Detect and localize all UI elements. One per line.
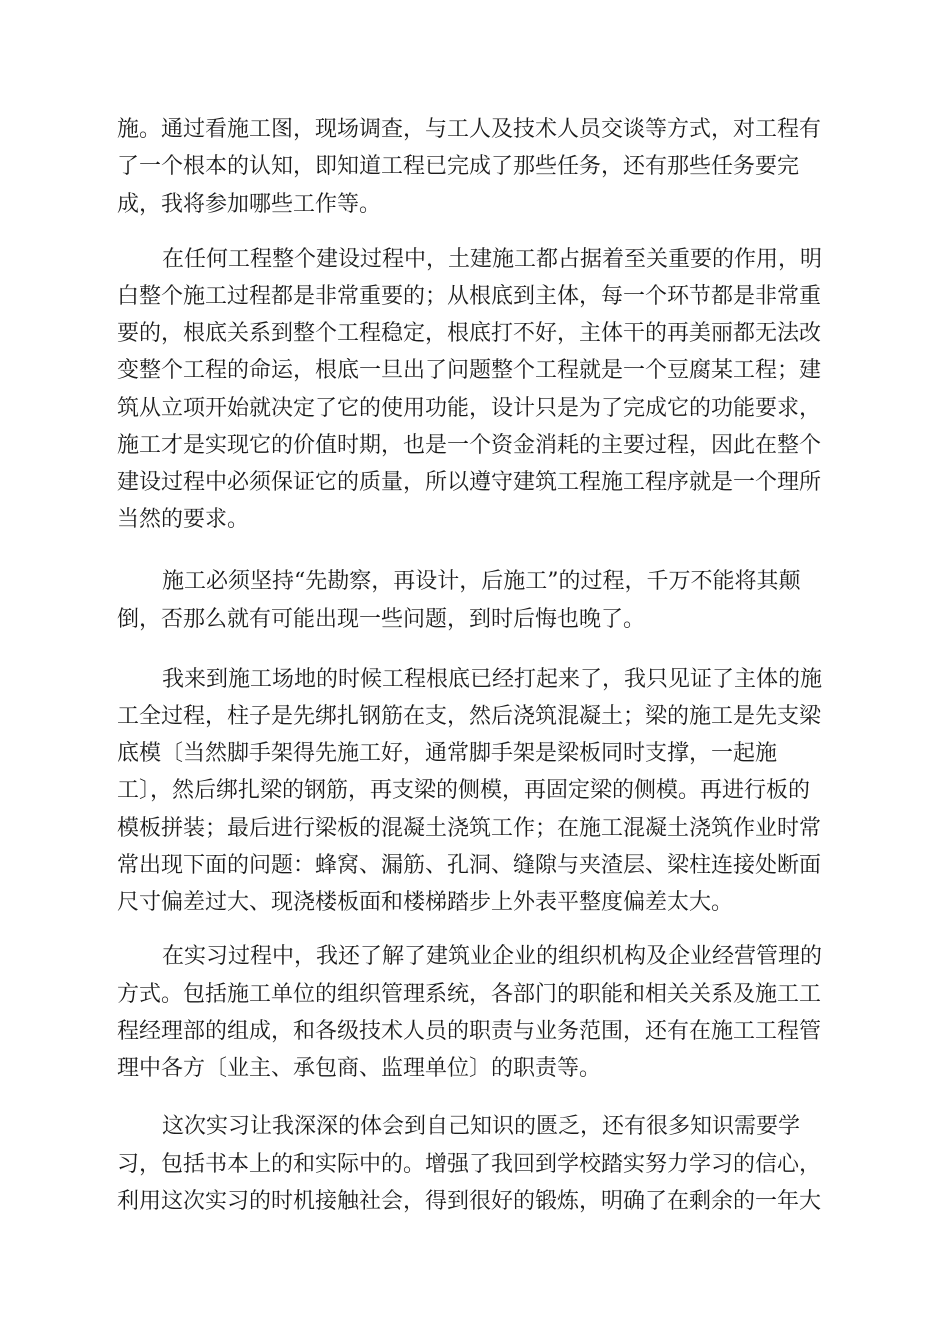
text-line: 理中各方〔业主、承包商、监理单位〕的职责等。: [117, 1056, 602, 1081]
text-line: 工全过程，柱子是先绑扎钢筋在支，然后浇筑混凝土；梁的施工是先支梁: [117, 704, 822, 729]
text-line: 我来到施工场地的时候工程根底已经打起来了，我只见证了主体的施: [162, 667, 823, 692]
text-line: 施工必须坚持“先勘察，再设计，后施工”的过程，千万不能将其颠: [162, 569, 801, 594]
text-line: 施。通过看施工图，现场调查，与工人及技术人员交谈等方式，对工程有: [117, 117, 822, 142]
text-line: 工〕，然后绑扎梁的钢筋，再支梁的侧模，再固定梁的侧模。再进行板的: [117, 778, 811, 803]
text-line: 尺寸偏差过大、现浇楼板面和楼梯踏步上外表平整度偏差太大。: [117, 890, 734, 915]
text-line: 在任何工程整个建设过程中，土建施工都占据着至关重要的作用，明: [162, 247, 823, 272]
text-line: 利用这次实习的时机接触社会，得到很好的锻炼，明确了在剩余的一年大: [117, 1189, 822, 1214]
text-line: 习，包括书本上的和实际中的。增强了我回到学校踏实努力学习的信心，: [117, 1152, 822, 1177]
text-line: 白整个施工过程都是非常重要的；从根底到主体，每一个环节都是非常重: [117, 284, 822, 309]
text-line: 变整个工程的命运，根底一旦出了问题整个工程就是一个豆腐某工程；建: [117, 358, 822, 383]
text-line: 底模〔当然脚手架得先施工好，通常脚手架是梁板同时支撑，一起施: [117, 741, 778, 766]
text-line: 方式。包括施工单位的组织管理系统，各部门的职能和相关关系及施工工: [117, 982, 822, 1007]
text-line: 这次实习让我深深的体会到自己知识的匮乏，还有很多知识需要学: [162, 1114, 801, 1139]
text-line: 程经理部的组成，和各级技术人员的职责与业务范围，还有在施工工程管: [117, 1019, 822, 1044]
text-line: 施工才是实现它的价值时期，也是一个资金消耗的主要过程，因此在整个: [117, 433, 822, 458]
text-line: 倒，否那么就有可能出现一些问题，到时后悔也晚了。: [117, 607, 646, 632]
text-line: 要的，根底关系到整个工程稳定，根底打不好，主体干的再美丽都无法改: [117, 321, 822, 346]
text-line: 常出现下面的问题：蜂窝、漏筋、孔洞、缝隙与夹渣层、梁柱连接处断面: [117, 853, 822, 878]
text-line: 了一个根本的认知，即知道工程已完成了那些任务，还有那些任务要完: [117, 154, 800, 179]
text-line: 筑从立项开始就决定了它的使用功能，设计只是为了完成它的功能要求，: [117, 396, 822, 421]
text-line: 模板拼装；最后进行梁板的混凝土浇筑工作；在施工混凝土浇筑作业时常: [117, 816, 822, 841]
text-line: 成，我将参加哪些工作等。: [117, 192, 382, 217]
text-line: 在实习过程中，我还了解了建筑业企业的组织机构及企业经营管理的: [162, 944, 823, 969]
text-line: 建设过程中必须保证它的质量，所以遵守建筑工程施工程序就是一个理所: [117, 470, 822, 495]
text-line: 当然的要求。: [117, 507, 250, 532]
